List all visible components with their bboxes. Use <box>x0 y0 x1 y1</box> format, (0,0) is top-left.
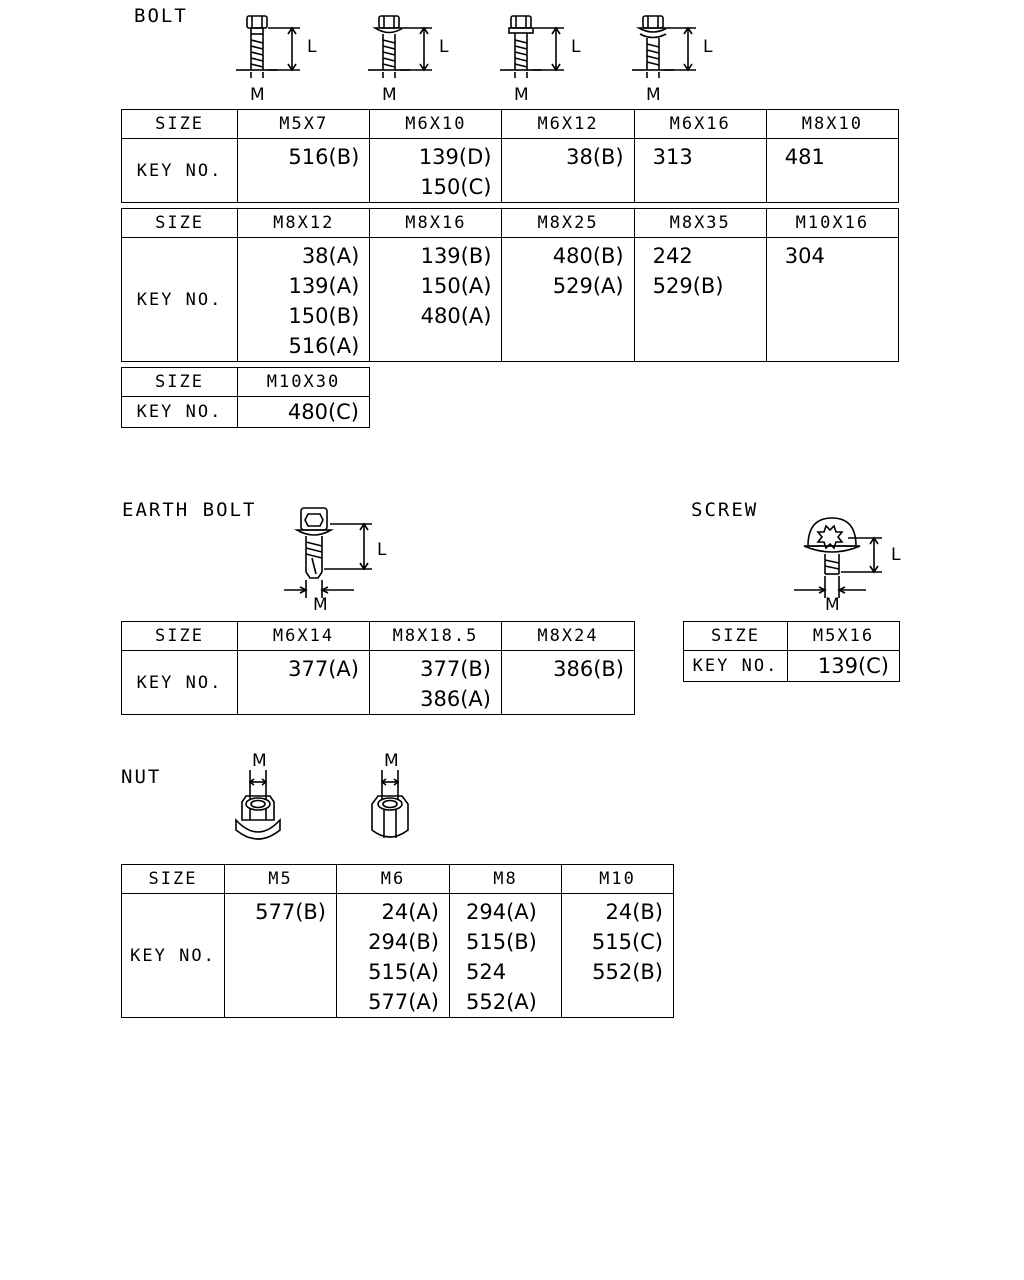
key-number: 529(B) <box>652 274 724 298</box>
key-number: 480(A) <box>420 304 492 328</box>
bolt-4-diameter-label: M <box>646 85 661 105</box>
screw-diameter-label: M <box>825 595 840 615</box>
key-number: 480(C) <box>287 400 359 424</box>
key-number: 139(A) <box>288 274 360 298</box>
key-number: 516(A) <box>288 334 360 358</box>
size-label: SIZE <box>122 209 238 238</box>
earth-bolt-table <box>121 621 635 715</box>
key-number: 139(C) <box>817 654 889 678</box>
size-cell: M6X16 <box>634 110 766 139</box>
key-number: 24(A) <box>381 900 439 924</box>
size-cell: M5X16 <box>788 622 900 651</box>
size-label: SIZE <box>122 110 238 139</box>
bolt-2-diameter-label: M <box>382 85 397 105</box>
key-number: 304 <box>784 244 825 268</box>
key-number: 552(B) <box>592 960 663 984</box>
key-cell <box>370 651 502 715</box>
key-number: 577(B) <box>255 900 326 924</box>
earth-bolt-diameter-label: M <box>313 595 328 615</box>
key-number: 480(B) <box>552 244 624 268</box>
key-no-label: KEY NO. <box>684 651 788 682</box>
key-number: 577(A) <box>368 990 439 1014</box>
key-cell <box>238 651 370 715</box>
key-cell <box>788 651 900 682</box>
key-no-label: KEY NO. <box>122 139 238 203</box>
key-number: 150(B) <box>288 304 360 328</box>
key-number: 515(C) <box>591 930 663 954</box>
screw-table <box>683 621 900 682</box>
key-cell <box>238 139 370 203</box>
bolt-1-diameter-label: M <box>250 85 265 105</box>
key-cell <box>450 894 562 1018</box>
screw-figure <box>790 510 910 618</box>
key-cell <box>766 238 898 362</box>
bolt-section-title: BOLT <box>134 5 188 27</box>
key-number: 386(A) <box>420 687 491 711</box>
key-cell <box>766 139 898 203</box>
hex-nut-figure <box>360 748 424 848</box>
size-label: SIZE <box>122 368 238 397</box>
size-cell: M8X18.5 <box>370 622 502 651</box>
size-cell: M8X25 <box>502 209 634 238</box>
flange-nut-figure <box>228 748 292 848</box>
key-number: 515(B) <box>466 930 537 954</box>
size-label: SIZE <box>684 622 788 651</box>
flange-nut-diameter-label: M <box>252 751 267 771</box>
key-cell <box>370 238 502 362</box>
size-cell: M8X35 <box>634 209 766 238</box>
key-number: 38(B) <box>566 145 624 169</box>
size-cell: M10X16 <box>766 209 898 238</box>
nut-table <box>121 864 674 1018</box>
key-cell <box>238 397 370 428</box>
size-cell: M6X10 <box>370 110 502 139</box>
size-cell: M6X14 <box>238 622 370 651</box>
key-cell <box>634 139 766 203</box>
bolt-3-length-label: L <box>571 37 581 57</box>
bolt-2-length-label: L <box>439 37 449 57</box>
key-cell <box>238 238 370 362</box>
bolt-plain-hex-figure <box>230 10 330 105</box>
bolt-table-3 <box>121 367 370 428</box>
key-number: 150(A) <box>420 274 492 298</box>
nut-section-title: NUT <box>121 766 162 788</box>
size-cell: M5X7 <box>238 110 370 139</box>
size-cell: M8X16 <box>370 209 502 238</box>
key-cell <box>502 139 634 203</box>
earth-bolt-figure <box>280 502 400 617</box>
earth-bolt-section-title: EARTH BOLT <box>122 499 257 521</box>
key-number: 377(A) <box>288 657 359 681</box>
key-number: 481 <box>784 145 825 169</box>
key-number: 377(B) <box>420 657 491 681</box>
size-cell: M8 <box>450 865 562 894</box>
key-number: 139(D) <box>418 145 492 169</box>
key-cell <box>502 238 634 362</box>
key-no-label: KEY NO. <box>122 651 238 715</box>
size-cell: M10 <box>562 865 674 894</box>
earth-bolt-length-label: L <box>377 540 387 560</box>
key-no-label: KEY NO. <box>122 397 238 428</box>
screw-section-title: SCREW <box>691 499 759 521</box>
key-number: 150(C) <box>420 175 492 199</box>
size-cell: M8X24 <box>502 622 635 651</box>
key-no-label: KEY NO. <box>122 238 238 362</box>
key-cell <box>370 139 502 203</box>
key-number: 529(A) <box>552 274 624 298</box>
size-cell: M10X30 <box>238 368 370 397</box>
bolt-table-1 <box>121 109 899 203</box>
key-number: 515(A) <box>368 960 439 984</box>
key-number: 38(A) <box>301 244 360 268</box>
bolt-flange-hex-figure <box>494 10 594 105</box>
key-number: 516(B) <box>288 145 360 169</box>
bolt-washer-hex-figure <box>362 10 462 105</box>
bolt-spring-washer-figure <box>626 10 726 105</box>
size-cell: M8X12 <box>238 209 370 238</box>
bolt-4-length-label: L <box>703 37 713 57</box>
bolt-table-2 <box>121 208 899 362</box>
key-number: 552(A) <box>466 990 537 1014</box>
key-no-label: KEY NO. <box>122 894 225 1018</box>
key-cell <box>634 238 766 362</box>
key-number: 294(A) <box>466 900 537 924</box>
key-number: 524 <box>466 960 507 984</box>
key-number: 24(B) <box>605 900 663 924</box>
size-cell: M8X10 <box>766 110 898 139</box>
size-cell: M6 <box>337 865 450 894</box>
key-number: 386(B) <box>553 657 624 681</box>
size-cell: M6X12 <box>502 110 634 139</box>
key-cell <box>562 894 674 1018</box>
key-number: 242 <box>652 244 693 268</box>
screw-length-label: L <box>891 545 901 565</box>
key-cell <box>502 651 635 715</box>
size-label: SIZE <box>122 865 225 894</box>
bolt-3-diameter-label: M <box>514 85 529 105</box>
size-label: SIZE <box>122 622 238 651</box>
bolt-1-length-label: L <box>307 37 317 57</box>
key-number: 294(B) <box>368 930 439 954</box>
hex-nut-diameter-label: M <box>384 751 399 771</box>
key-number: 313 <box>652 145 693 169</box>
key-cell <box>337 894 450 1018</box>
key-number: 139(B) <box>420 244 492 268</box>
size-cell: M5 <box>225 865 337 894</box>
key-cell <box>225 894 337 1018</box>
